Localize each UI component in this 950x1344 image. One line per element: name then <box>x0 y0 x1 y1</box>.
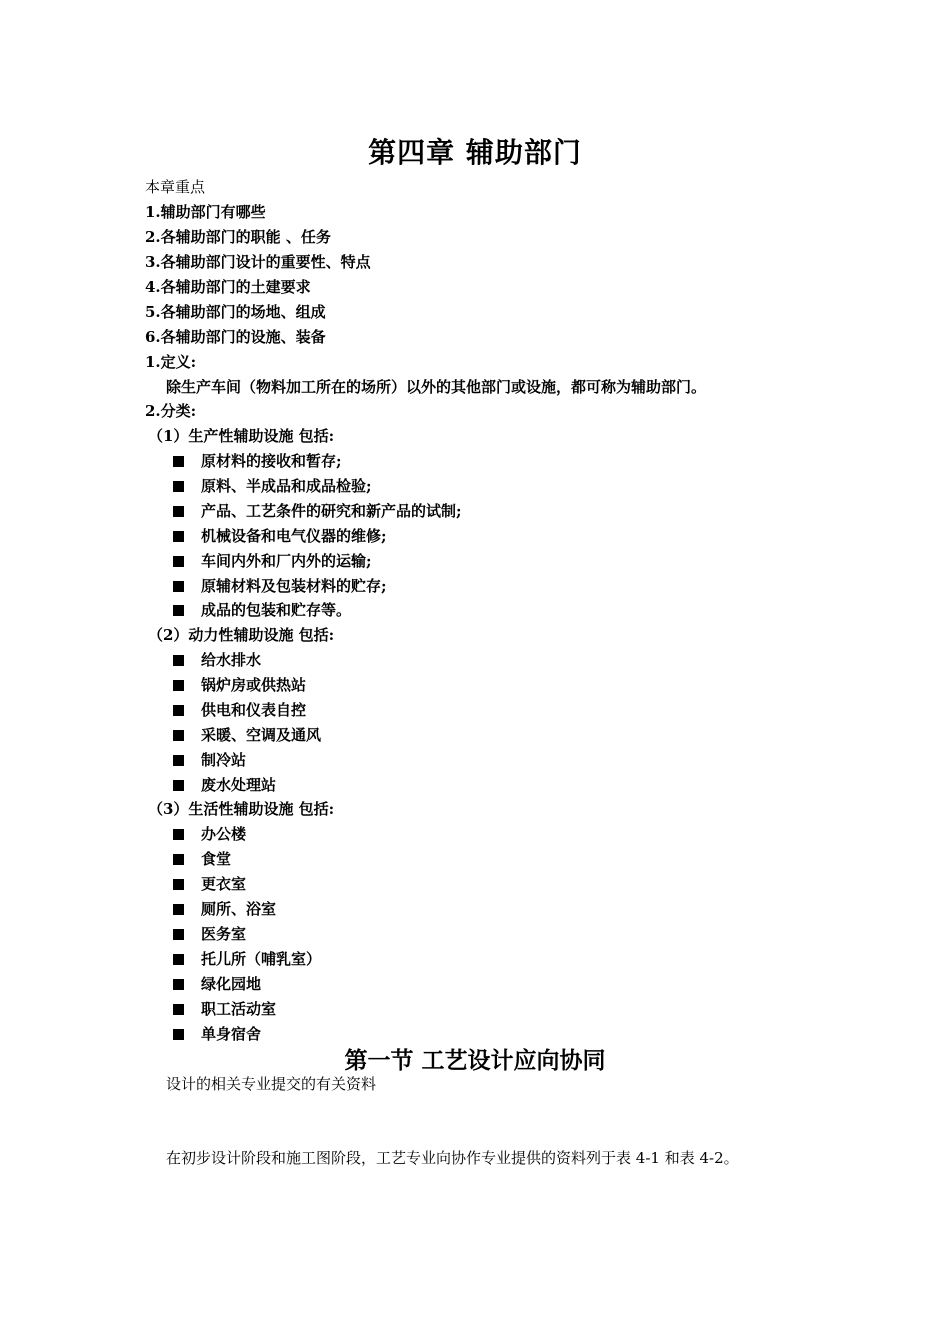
square-bullet-icon <box>173 730 184 741</box>
square-bullet-icon <box>173 605 184 616</box>
square-bullet-icon <box>173 755 184 766</box>
section-subtitle: 设计的相关专业提交的有关资料 <box>166 1075 377 1093</box>
list-item: 厕所、浴室 <box>173 899 276 919</box>
list-item: 原料、半成品和成品检验; <box>173 476 372 496</box>
square-bullet-icon <box>173 854 184 865</box>
square-bullet-icon <box>173 655 184 666</box>
square-bullet-icon <box>173 1029 184 1040</box>
square-bullet-icon <box>173 780 184 791</box>
list-item: 废水处理站 <box>173 775 276 795</box>
square-bullet-icon <box>173 829 184 840</box>
square-bullet-icon <box>173 506 184 517</box>
square-bullet-icon <box>173 1004 184 1015</box>
key-point-item: 2.各辅助部门的职能 、任务 <box>145 228 331 246</box>
list-item: 原材料的接收和暂存; <box>173 451 342 471</box>
key-point-item: 3.各辅助部门设计的重要性、特点 <box>145 253 371 271</box>
list-item: 单身宿舍 <box>173 1024 261 1044</box>
group-label: （1）生产性辅助设施 包括: <box>148 427 335 445</box>
square-bullet-icon <box>173 456 184 467</box>
list-item: 机械设备和电气仪器的维修; <box>173 526 387 546</box>
group-label: （3）生活性辅助设施 包括: <box>148 800 335 818</box>
list-item: 采暖、空调及通风 <box>173 725 321 745</box>
section-paragraph: 在初步设计阶段和施工图阶段，工艺专业向协作专业提供的资料列于表 4-1 和表 4-2。 <box>166 1149 739 1167</box>
key-point-item: 6.各辅助部门的设施、装备 <box>145 328 326 346</box>
list-item: 更衣室 <box>173 874 246 894</box>
square-bullet-icon <box>173 929 184 940</box>
definition-text: 除生产车间（物料加工所在的场所）以外的其他部门或设施，都可称为辅助部门。 <box>166 378 707 396</box>
list-item: 绿化园地 <box>173 974 261 994</box>
list-item: 成品的包装和贮存等。 <box>173 600 351 620</box>
square-bullet-icon <box>173 979 184 990</box>
list-item: 职工活动室 <box>173 999 276 1019</box>
square-bullet-icon <box>173 556 184 567</box>
key-points-heading: 本章重点 <box>145 178 206 196</box>
list-item: 供电和仪表自控 <box>173 700 306 720</box>
square-bullet-icon <box>173 879 184 890</box>
group-label: （2）动力性辅助设施 包括: <box>148 626 335 644</box>
list-item: 给水排水 <box>173 650 261 670</box>
list-item: 托儿所（哺乳室） <box>173 949 321 969</box>
key-point-item: 5.各辅助部门的场地、组成 <box>145 303 326 321</box>
list-item: 车间内外和厂内外的运输; <box>173 551 372 571</box>
square-bullet-icon <box>173 680 184 691</box>
square-bullet-icon <box>173 481 184 492</box>
list-item: 食堂 <box>173 849 231 869</box>
square-bullet-icon <box>173 904 184 915</box>
chapter-title: 第四章 辅助部门 <box>368 136 582 169</box>
list-item: 制冷站 <box>173 750 246 770</box>
key-point-item: 1.辅助部门有哪些 <box>145 203 266 221</box>
key-point-item: 4.各辅助部门的土建要求 <box>145 278 311 296</box>
list-item: 产品、工艺条件的研究和新产品的试制; <box>173 501 462 521</box>
list-item: 原辅材料及包装材料的贮存; <box>173 576 387 596</box>
list-item: 办公楼 <box>173 824 246 844</box>
definition-heading: 1.定义: <box>145 353 197 371</box>
list-item: 医务室 <box>173 924 246 944</box>
square-bullet-icon <box>173 705 184 716</box>
square-bullet-icon <box>173 954 184 965</box>
classification-heading: 2.分类: <box>145 402 197 420</box>
square-bullet-icon <box>173 581 184 592</box>
list-item: 锅炉房或供热站 <box>173 675 306 695</box>
section-title: 第一节 工艺设计应向协同 <box>344 1047 606 1074</box>
square-bullet-icon <box>173 531 184 542</box>
